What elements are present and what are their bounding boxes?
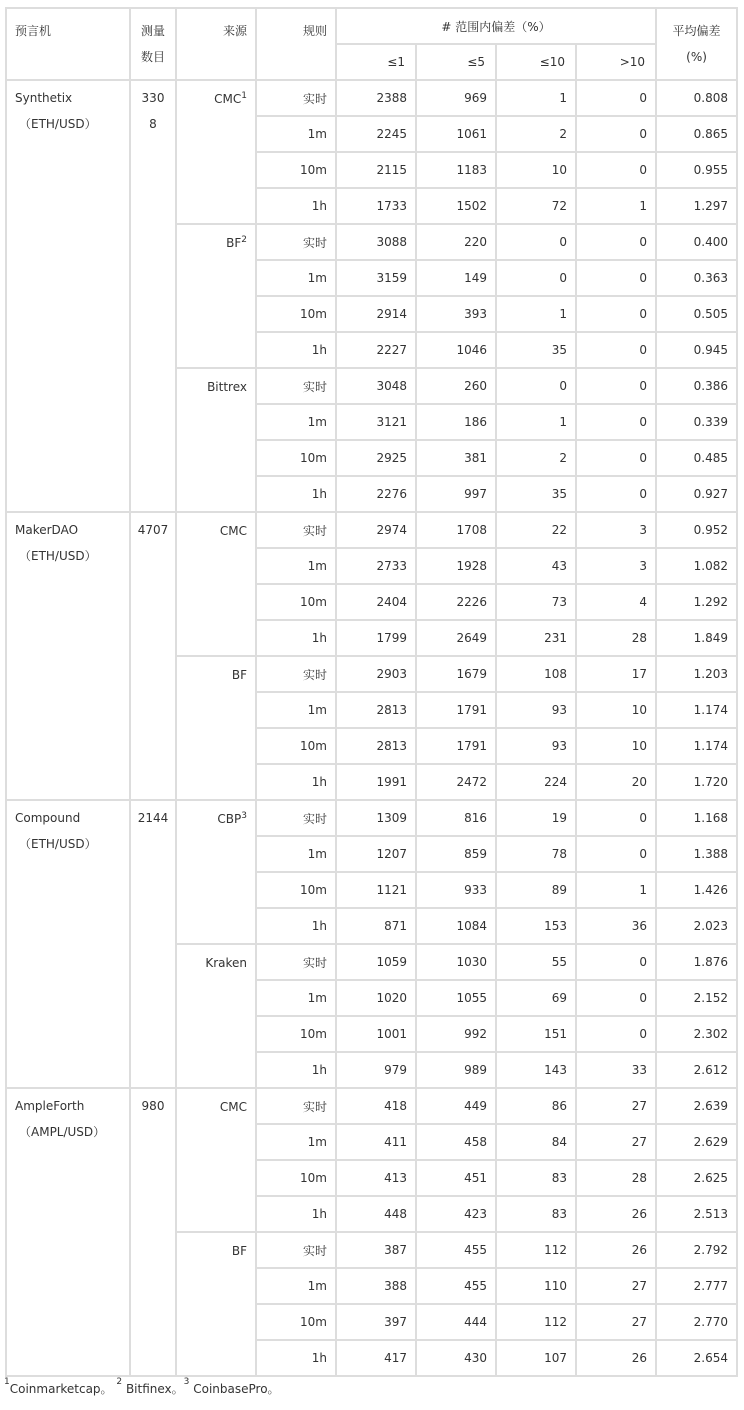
rule-cell: 1m [256,1124,336,1160]
source-cell [176,1088,256,1232]
rule-cell: 1m [256,548,336,584]
oracle-name: MakerDAO [15,523,79,537]
avg-deviation-cell: 1.174 [656,692,737,728]
source-cell [176,1232,256,1376]
avg-deviation-cell: 0.339 [656,404,737,440]
source-cell [176,800,256,944]
gt10-cell: 0 [576,260,656,296]
avg-deviation-cell: 1.849 [656,620,737,656]
avg-deviation-cell: 2.023 [656,908,737,944]
le1-cell: 1991 [336,764,416,800]
gt10-cell: 0 [576,1016,656,1052]
le1-cell: 3088 [336,224,416,260]
avg-deviation-cell: 1.720 [656,764,737,800]
le10-cell: 0 [496,224,576,260]
le5-cell: 997 [416,476,496,512]
le1-cell: 979 [336,1052,416,1088]
le5-cell: 220 [416,224,496,260]
avg-deviation-cell: 2.302 [656,1016,737,1052]
measurement-count-line1: 2144 [137,811,169,825]
header-avg-line2: (%) [686,50,707,64]
le10-cell: 153 [496,908,576,944]
rule-cell: 1h [256,620,336,656]
source-name: BF [231,668,247,682]
le10-cell: 224 [496,764,576,800]
avg-deviation-cell: 0.865 [656,116,737,152]
oracle-deviation-table [5,7,738,1377]
rule-cell: 1h [256,908,336,944]
le1-cell: 2388 [336,80,416,116]
oracle-name-cell [6,80,130,512]
le10-cell: 107 [496,1340,576,1376]
gt10-cell: 10 [576,728,656,764]
gt10-cell: 0 [576,80,656,116]
table-row [6,80,737,116]
le5-cell: 186 [416,404,496,440]
header-oracle: 预言机 [6,8,130,80]
le10-cell: 83 [496,1196,576,1232]
gt10-cell: 0 [576,368,656,404]
oracle-name-cell [6,1088,130,1376]
avg-deviation-cell: 2.513 [656,1196,737,1232]
oracle-pair: （ETH/USD） [19,837,97,851]
le1-cell: 2974 [336,512,416,548]
le10-cell: 0 [496,368,576,404]
header-range: # 范围内偏差（%） [336,8,656,44]
le10-cell: 19 [496,800,576,836]
footnotes [4,1377,280,1397]
le5-cell: 458 [416,1124,496,1160]
rule-cell: 1m [256,980,336,1016]
le10-cell: 43 [496,548,576,584]
le5-cell: 933 [416,872,496,908]
avg-deviation-cell: 1.292 [656,584,737,620]
le5-cell: 989 [416,1052,496,1088]
le10-cell: 1 [496,80,576,116]
gt10-cell: 0 [576,296,656,332]
le5-cell: 969 [416,80,496,116]
le1-cell: 2404 [336,584,416,620]
gt10-cell: 28 [576,620,656,656]
rule-cell: 10m [256,728,336,764]
rule-cell: 1m [256,404,336,440]
rule-cell: 1h [256,1052,336,1088]
le5-cell: 816 [416,800,496,836]
le1-cell: 417 [336,1340,416,1376]
le10-cell: 69 [496,980,576,1016]
source-name: Kraken [205,956,247,970]
avg-deviation-cell: 0.808 [656,80,737,116]
header-avg [656,8,737,80]
avg-deviation-cell: 0.485 [656,440,737,476]
le5-cell: 449 [416,1088,496,1124]
le1-cell: 2115 [336,152,416,188]
header-count-line1: 测量 [140,24,165,38]
gt10-cell: 27 [576,1124,656,1160]
avg-deviation-cell: 0.927 [656,476,737,512]
gt10-cell: 26 [576,1232,656,1268]
le10-cell: 112 [496,1232,576,1268]
header-gt10: >10 [576,44,656,80]
le1-cell: 418 [336,1088,416,1124]
le10-cell: 73 [496,584,576,620]
gt10-cell: 0 [576,440,656,476]
avg-deviation-cell: 2.654 [656,1340,737,1376]
le1-cell: 388 [336,1268,416,1304]
gt10-cell: 0 [576,836,656,872]
le1-cell: 2925 [336,440,416,476]
avg-deviation-cell: 1.876 [656,944,737,980]
rule-cell: 10m [256,152,336,188]
avg-deviation-cell: 2.625 [656,1160,737,1196]
le10-cell: 151 [496,1016,576,1052]
le5-cell: 455 [416,1232,496,1268]
le5-cell: 1791 [416,692,496,728]
avg-deviation-cell: 1.174 [656,728,737,764]
source-name: CMC [219,524,247,538]
footnote-3-text: CoinbasePro。 [193,1382,280,1396]
rule-cell: 1m [256,692,336,728]
header-le1: ≤1 [336,44,416,80]
le1-cell: 2813 [336,692,416,728]
le1-cell: 1121 [336,872,416,908]
le1-cell: 1207 [336,836,416,872]
avg-deviation-cell: 0.952 [656,512,737,548]
footnote-marker: 2 [241,235,247,245]
le10-cell: 231 [496,620,576,656]
le1-cell: 2245 [336,116,416,152]
measurement-count-cell [130,1088,176,1376]
source-name: CMC [214,92,242,106]
gt10-cell: 0 [576,944,656,980]
le5-cell: 992 [416,1016,496,1052]
le1-cell: 448 [336,1196,416,1232]
table-row [6,512,737,548]
avg-deviation-cell: 2.612 [656,1052,737,1088]
gt10-cell: 28 [576,1160,656,1196]
le5-cell: 1679 [416,656,496,692]
rule-cell: 实时 [256,224,336,260]
le10-cell: 108 [496,656,576,692]
gt10-cell: 0 [576,980,656,1016]
measurement-count-cell [130,512,176,800]
rule-cell: 1m [256,260,336,296]
le5-cell: 149 [416,260,496,296]
avg-deviation-cell: 1.426 [656,872,737,908]
avg-deviation-cell: 2.152 [656,980,737,1016]
oracle-name-cell [6,512,130,800]
le5-cell: 2226 [416,584,496,620]
le10-cell: 110 [496,1268,576,1304]
oracle-name: Compound [15,811,81,825]
le10-cell: 55 [496,944,576,980]
footnote-3-marker: 3 [183,1377,190,1387]
source-cell [176,80,256,224]
oracle-name: AmpleForth [15,1099,85,1113]
le10-cell: 0 [496,260,576,296]
rule-cell: 10m [256,440,336,476]
le1-cell: 3048 [336,368,416,404]
header-count [130,8,176,80]
le5-cell: 1046 [416,332,496,368]
le10-cell: 86 [496,1088,576,1124]
le1-cell: 2276 [336,476,416,512]
le5-cell: 1708 [416,512,496,548]
rule-cell: 实时 [256,80,336,116]
measurement-count-cell [130,800,176,1088]
header-count-line2: 数目 [140,50,165,64]
le1-cell: 2914 [336,296,416,332]
le10-cell: 2 [496,440,576,476]
le5-cell: 260 [416,368,496,404]
le1-cell: 2733 [336,548,416,584]
source-name: CBP [217,812,242,826]
footnote-2-text: Bitfinex。 [125,1382,184,1396]
rule-cell: 10m [256,1160,336,1196]
le10-cell: 72 [496,188,576,224]
gt10-cell: 26 [576,1340,656,1376]
le5-cell: 2472 [416,764,496,800]
le10-cell: 93 [496,692,576,728]
measurement-count-line1: 980 [141,1099,165,1113]
footnote-2-marker: 2 [116,1377,123,1387]
avg-deviation-cell: 0.945 [656,332,737,368]
rule-cell: 实时 [256,800,336,836]
rule-cell: 1h [256,332,336,368]
le10-cell: 112 [496,1304,576,1340]
gt10-cell: 0 [576,800,656,836]
rule-cell: 实时 [256,1088,336,1124]
rule-cell: 10m [256,584,336,620]
avg-deviation-cell: 2.629 [656,1124,737,1160]
gt10-cell: 3 [576,512,656,548]
header-source: 来源 [176,8,256,80]
gt10-cell: 27 [576,1088,656,1124]
table-row [6,800,737,836]
gt10-cell: 27 [576,1304,656,1340]
gt10-cell: 0 [576,152,656,188]
le5-cell: 1084 [416,908,496,944]
avg-deviation-cell: 1.297 [656,188,737,224]
le1-cell: 387 [336,1232,416,1268]
rule-cell: 实时 [256,656,336,692]
gt10-cell: 0 [576,404,656,440]
le5-cell: 451 [416,1160,496,1196]
oracle-name: Synthetix [15,91,73,105]
le1-cell: 1020 [336,980,416,1016]
oracle-pair: （ETH/USD） [19,549,97,563]
rule-cell: 1h [256,476,336,512]
rule-cell: 1h [256,764,336,800]
le5-cell: 1030 [416,944,496,980]
le5-cell: 430 [416,1340,496,1376]
le5-cell: 381 [416,440,496,476]
source-name: CMC [219,1100,247,1114]
rule-cell: 10m [256,296,336,332]
le5-cell: 1061 [416,116,496,152]
oracle-pair: （ETH/USD） [19,117,97,131]
avg-deviation-cell: 2.770 [656,1304,737,1340]
table-row [6,1088,737,1124]
source-cell [176,512,256,656]
rule-cell: 1m [256,836,336,872]
rule-cell: 1m [256,1268,336,1304]
oracle-pair: （AMPL/USD） [19,1125,106,1139]
measurement-count-line1: 4707 [137,523,169,537]
measurement-count-line2: 8 [149,117,157,131]
gt10-cell: 0 [576,332,656,368]
source-cell [176,656,256,800]
le10-cell: 93 [496,728,576,764]
gt10-cell: 20 [576,764,656,800]
rule-cell: 1h [256,188,336,224]
le10-cell: 143 [496,1052,576,1088]
avg-deviation-cell: 2.639 [656,1088,737,1124]
le10-cell: 35 [496,332,576,368]
avg-deviation-cell: 1.082 [656,548,737,584]
avg-deviation-cell: 0.386 [656,368,737,404]
le5-cell: 455 [416,1268,496,1304]
footnote-1-text: Coinmarketcap。 [9,1382,113,1396]
table-body [6,80,737,1376]
header-rule: 规则 [256,8,336,80]
footnote-marker: 1 [241,91,247,101]
le1-cell: 2903 [336,656,416,692]
le10-cell: 1 [496,296,576,332]
gt10-cell: 27 [576,1268,656,1304]
avg-deviation-cell: 2.777 [656,1268,737,1304]
header-avg-line1: 平均偏差 [672,24,721,38]
gt10-cell: 3 [576,548,656,584]
avg-deviation-cell: 0.505 [656,296,737,332]
rule-cell: 1m [256,116,336,152]
rule-cell: 1h [256,1196,336,1232]
le5-cell: 423 [416,1196,496,1232]
gt10-cell: 0 [576,116,656,152]
rule-cell: 实时 [256,368,336,404]
rule-cell: 10m [256,1304,336,1340]
le1-cell: 1799 [336,620,416,656]
rule-cell: 实时 [256,1232,336,1268]
header-le10: ≤10 [496,44,576,80]
le1-cell: 871 [336,908,416,944]
le5-cell: 1791 [416,728,496,764]
le1-cell: 1001 [336,1016,416,1052]
rule-cell: 10m [256,872,336,908]
le1-cell: 1059 [336,944,416,980]
measurement-count-line1: 330 [141,91,165,105]
gt10-cell: 26 [576,1196,656,1232]
avg-deviation-cell: 1.168 [656,800,737,836]
le10-cell: 10 [496,152,576,188]
avg-deviation-cell: 0.955 [656,152,737,188]
le10-cell: 84 [496,1124,576,1160]
le5-cell: 1502 [416,188,496,224]
header-le5: ≤5 [416,44,496,80]
avg-deviation-cell: 0.363 [656,260,737,296]
le5-cell: 859 [416,836,496,872]
le10-cell: 22 [496,512,576,548]
gt10-cell: 0 [576,476,656,512]
le10-cell: 1 [496,404,576,440]
avg-deviation-cell: 2.792 [656,1232,737,1268]
le5-cell: 444 [416,1304,496,1340]
rule-cell: 10m [256,1016,336,1052]
gt10-cell: 1 [576,872,656,908]
le1-cell: 3121 [336,404,416,440]
gt10-cell: 33 [576,1052,656,1088]
le1-cell: 411 [336,1124,416,1160]
le1-cell: 1309 [336,800,416,836]
le10-cell: 83 [496,1160,576,1196]
le1-cell: 397 [336,1304,416,1340]
source-name: BF [226,236,242,250]
le5-cell: 393 [416,296,496,332]
le1-cell: 2227 [336,332,416,368]
rule-cell: 实时 [256,944,336,980]
gt10-cell: 36 [576,908,656,944]
le5-cell: 2649 [416,620,496,656]
oracle-name-cell [6,800,130,1088]
avg-deviation-cell: 1.388 [656,836,737,872]
gt10-cell: 1 [576,188,656,224]
source-name: BF [231,1244,247,1258]
gt10-cell: 4 [576,584,656,620]
le1-cell: 3159 [336,260,416,296]
measurement-count-cell [130,80,176,512]
le1-cell: 1733 [336,188,416,224]
avg-deviation-cell: 1.203 [656,656,737,692]
footnote-marker: 3 [241,811,247,821]
gt10-cell: 10 [576,692,656,728]
le5-cell: 1055 [416,980,496,1016]
le5-cell: 1183 [416,152,496,188]
rule-cell: 1h [256,1340,336,1376]
le10-cell: 35 [496,476,576,512]
footnote-1-marker: 1 [4,1377,10,1387]
source-cell [176,368,256,512]
le10-cell: 2 [496,116,576,152]
le1-cell: 2813 [336,728,416,764]
le10-cell: 78 [496,836,576,872]
source-cell [176,224,256,368]
le10-cell: 89 [496,872,576,908]
avg-deviation-cell: 0.400 [656,224,737,260]
gt10-cell: 17 [576,656,656,692]
table-header [6,8,737,80]
le5-cell: 1928 [416,548,496,584]
source-name: Bittrex [207,380,247,394]
gt10-cell: 0 [576,224,656,260]
le1-cell: 413 [336,1160,416,1196]
rule-cell: 实时 [256,512,336,548]
source-cell [176,944,256,1088]
